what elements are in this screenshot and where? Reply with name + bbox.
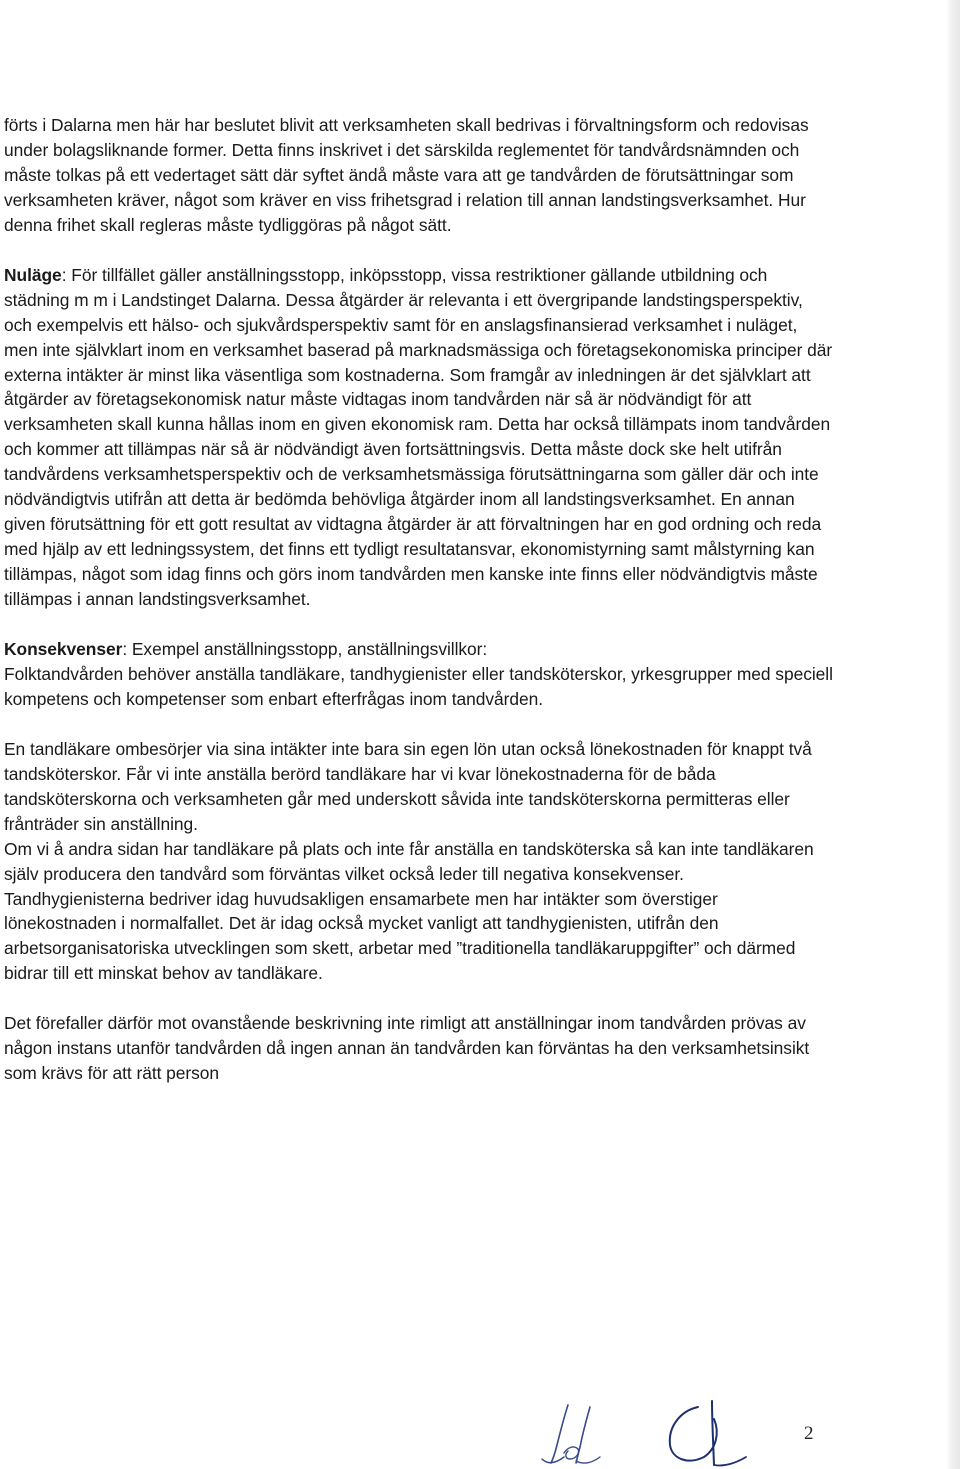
paragraph-intro [4,113,834,238]
paragraph-konsekvenser [4,637,834,662]
paragraph-text: En tandläkare ombesörjer via sina intäkter inte bara sin egen lön utan också lönekostnaden för knappt två tandsköterskor. Får vi inte anställa berörd tandläkare har vi kvar lönekostnaderna för de båda tandsköterskorna och verksamheten går med underskott såvida inte tandsköterskorna permitteras eller frånträder sin anställning. [4,738,812,834]
paragraph-text: : Exempel anställningsstopp, anställningsvillkor: [122,638,488,659]
page-edge-shadow [946,0,960,1469]
paragraph-text: : För tillfället gäller anställningsstopp, inköpsstopp, vissa restriktioner gällande utbildning och städning m m i Landstinget Dalarna. Dessa åtgärder är relevanta i ett övergripande landstingsperspektiv, och exempelvis ett hälso- och sjukvårdsperspektiv samt för en anslagsfinansierad verksamhet i nuläget, men inte självklart inom en verksamhet baserad på marknadsmässiga och företagsekonomiska principer där externa intäkter är minst lika väsentliga som kostnaderna. Som framgår av inledningen är det självklart att åtgärder av företagsekonomisk natur måste vidtagas inom tandvården när så är nödvändigt för att verksamheten skall kunna hållas inom en given ekonomisk ram. Detta har också tillämpats inom tandvården och kommer att tillämpas när så är nödvändigt även fortsättningsvis. Detta måste dock ske helt utifrån tandvårdens verksamhetsperspektiv och de verksamhetsmässiga förutsättningarna som gäller där och inte nödvändigtvis utifrån att detta är bedömda behövliga åtgärder inom all landstingsverksamhet. En annan given förutsättning för ett gott resultat av vidtagna åtgärder är att förvaltningen har en god ordning och reda med hjälp av ett ledningssystem, det finns ett tydligt resultatansvar, ekonomistyrning samt målstyrning kan tillämpas, något som idag finns och görs inom tandvården men kanske inte finns eller nödvändigtvis måste tillämpas i annan landstingsverksamhet. [4,264,833,610]
paragraph-nulage [4,263,834,612]
paragraph-tandskoterska [4,837,834,887]
paragraph-text: Folktandvården behöver anställa tandläkare, tandhygienister eller tandsköterskor, yrkesgrupper med speciell kompetens och kompetenser som enbart efterfrågas inom tandvården. [4,663,833,709]
paragraph-slutsats [4,1011,834,1086]
section-heading-nulage: Nuläge [4,264,62,285]
page-number: 2 [804,1423,814,1444]
handwritten-initials [520,1393,780,1469]
paragraph-folktandvarden [4,662,834,712]
paragraph-tandlakare [4,737,834,837]
paragraph-text: Om vi å andra sidan har tandläkare på plats och inte får anställa en tandsköterska så kan inte tandläkaren själv producera den tandvård som förväntas vilket också leder till negativa konsekvenser. [4,838,814,884]
section-heading-konsekvenser: Konsekvenser [4,638,123,659]
paragraph-text: förts i Dalarna men här har beslutet blivit att verksamheten skall bedrivas i förvaltningsform och redovisas under bolagsliknande former. Detta finns inskrivet i det särskilda reglementet för tandvårdsnämnden och måste tolkas på ett vedertaget sätt där syftet ändå måste vara att ge tandvården de förutsättningar som verksamheten kräver, något som kräver en viss frihetsgrad i relation till annan landstingsverksamhet. Hur denna frihet skall regleras måste tydliggöras på något sätt. [4,115,809,235]
paragraph-text: Det förefaller därför mot ovanstående beskrivning inte rimligt att anställningar inom tandvården prövas av någon instans utanför tandvården då ingen annan än tandvården kan förväntas ha den verksamhetsinsikt som krävs för att rätt person [4,1013,810,1084]
body-text [4,113,834,1086]
paragraph-tandhygienister [4,887,834,987]
paragraph-text: Tandhygienisterna bedriver idag huvudsakligen ensamarbete men har intäkter som överstiger lönekostnaden i normalfallet. Det är idag också mycket vanligt att tandhygienisten, utifrån den arbetsorganisatoriska utvecklingen som skett, arbetar med ”traditionella tandläkaruppgifter” och därmed bidrar till ett minskat behov av tandläkare. [4,888,796,984]
